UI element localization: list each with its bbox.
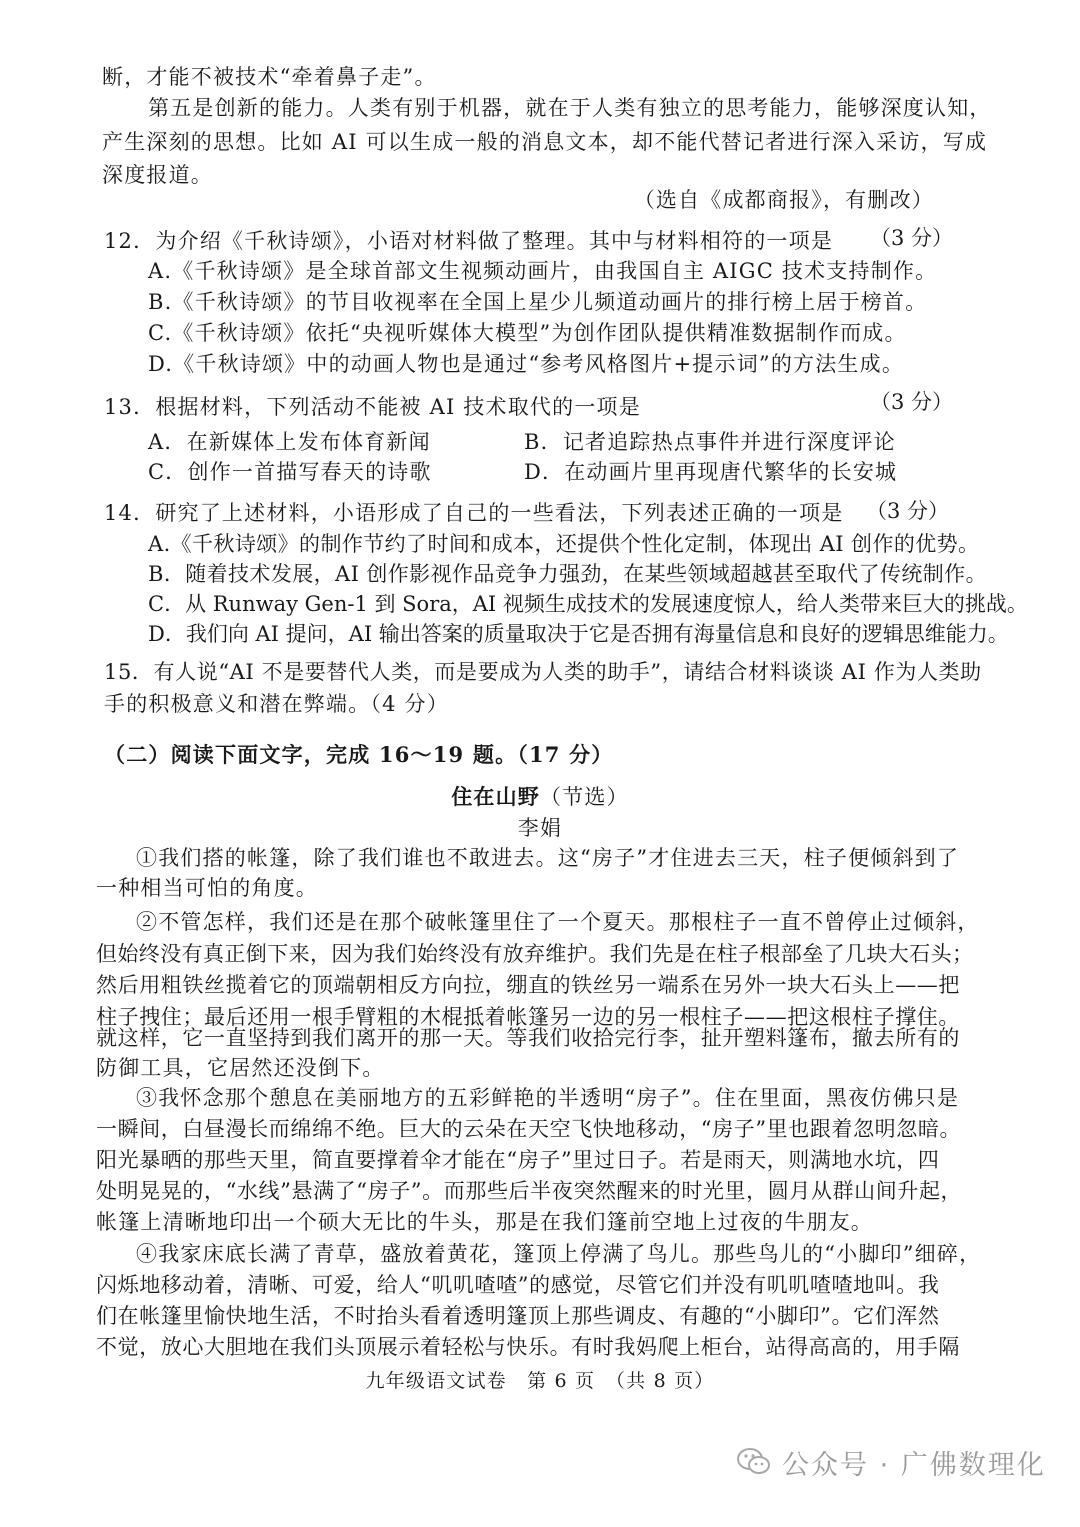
passage1-para5-line: 第五是创新的能力。人类有别于机器，就在于人类有独立的思考能力，能够深度认知， bbox=[148, 96, 992, 120]
passage2-line: 然后用粗铁丝揽着它的顶端朝相反方向拉，绷直的铁丝另一端系在另外一块大石头上——把 bbox=[96, 973, 960, 997]
passage2-line: ①我们搭的帐篷，除了我们谁也不敢进去。这“房子”才住进去三天，柱子便倾斜到了 bbox=[136, 846, 960, 870]
q12-option-a: A.《千秋诗颂》是全球首部文生视频动画片，由我国自主 AIGC 技术支持制作。 bbox=[148, 259, 938, 283]
q15-stem-line: 15．有人说“AI 不是要替代人类，而是要成为人类的助手”，请结合材料谈谈 AI 作为人类助 bbox=[104, 660, 982, 684]
passage1-line: 断，才能不被技术“牵着鼻子走”。 bbox=[102, 65, 437, 89]
q14-option-b: B．随着技术发展，AI 创作影视作品竞争力强劲，在某些领域超越甚至取代了传统制作。 bbox=[148, 562, 987, 586]
q14-score: （3 分） bbox=[866, 499, 950, 523]
article-title-text: 住在山野 bbox=[451, 784, 540, 809]
passage2-line: 阳光暴晒的那些天里，简直要撑着伞才能在“房子”里过日子。若是雨天，则满地水坑，四 bbox=[96, 1148, 940, 1172]
article-author: 李娟 bbox=[517, 816, 563, 840]
passage2-line: ②不管怎样，我们还是在那个破帐篷里住了一个夏天。那根柱子一直不曾停止过倾斜， bbox=[136, 910, 980, 934]
q14-option-a: A.《千秋诗颂》的制作节约了时间和成本，还提供个性化定制，体现出 AI 创作的优势。 bbox=[148, 532, 980, 556]
passage1-para5-line: 深度报道。 bbox=[102, 163, 213, 187]
passage2-line: 一种相当可怕的角度。 bbox=[96, 876, 318, 900]
passage2-line: 不觉，放心大胆地在我们头顶展示着轻松与快乐。有时我妈爬上柜台，站得高高的，用手隔 bbox=[96, 1335, 960, 1359]
passage2-line: 一瞬间，白昼漫长而绵绵不绝。巨大的云朵在天空飞快地移动，“房子”里也跟着忽明忽暗。 bbox=[96, 1117, 962, 1141]
q12-score: （3 分） bbox=[870, 226, 954, 250]
q12-stem: 12．为介绍《千秋诗颂》，小语对材料做了整理。其中与材料相符的一项是 bbox=[104, 229, 834, 253]
q12-option-b: B.《千秋诗颂》的节目收视率在全国上星少儿频道动画片的排行榜上居于榜首。 bbox=[148, 290, 928, 314]
q12-option-c: C.《千秋诗颂》依托“央视听媒体大模型”为创作团队提供精准数据制作而成。 bbox=[148, 321, 907, 345]
q12-option-d: D.《千秋诗颂》中的动画人物也是通过“参考风格图片+提示词”的方法生成。 bbox=[148, 352, 905, 376]
passage2-line: ④我家床底长满了青草，盛放着黄花，篷顶上停满了鸟儿。那些鸟儿的“小脚印”细碎， bbox=[136, 1242, 982, 1266]
q14-stem: 14．研究了上述材料，小语形成了自己的一些看法，下列表述正确的一项是 bbox=[104, 501, 844, 525]
q13-option-c: C．创作一首描写春天的诗歌 bbox=[148, 460, 432, 484]
watermark bbox=[736, 1442, 1046, 1482]
passage2-line: 但始终没有真正倒下来，因为我们始终没有放弃维护。我们先是在柱子根部垒了几块大石头； bbox=[96, 942, 974, 966]
q14-option-c: C．从 Runway Gen-1 到 Sora，AI 视频生成技术的发展速度惊人，给人类带来巨大的挑战。 bbox=[148, 592, 1028, 616]
q15-stem-line: 手的积极意义和潜在弊端。（4 分） bbox=[104, 692, 449, 716]
passage2-line: 闪烁地移动着，清晰、可爱，给人“叽叽喳喳”的感觉，尽管它们并没有叽叽喳喳地叫。我 bbox=[96, 1273, 940, 1297]
passage1-source: （选自《成都商报》，有删改） bbox=[633, 188, 934, 212]
section2-heading: （二）阅读下面文字，完成 16～19 题。（17 分） bbox=[104, 742, 614, 767]
watermark-text: 公众号 · 广佛数理化 bbox=[782, 1449, 1046, 1481]
passage2-line: 们在帐篷里愉快地生活，不时抬头看着透明篷顶上那些调皮、有趣的“小脚印”。它们浑然 bbox=[96, 1304, 940, 1328]
passage2-line: 柱子拽住；最后还用一根手臂粗的木棍抵着帐篷另一边的另一根柱子——把这根柱子撑住。 bbox=[96, 1005, 960, 1029]
q14-option-d: D．我们向 AI 提问，AI 输出答案的质量取决于它是否拥有海量信息和良好的逻辑思维能力。 bbox=[148, 622, 1009, 646]
wechat-icon bbox=[736, 1446, 772, 1478]
passage2-line: 防御工具，它居然还没倒下。 bbox=[96, 1056, 385, 1080]
page-footer: 九年级语文试卷 第 6 页 （共 8 页） bbox=[365, 1370, 715, 1392]
article-title-note: （节选） bbox=[540, 785, 629, 809]
q13-score: （3 分） bbox=[870, 390, 954, 414]
article-title bbox=[0, 782, 1080, 812]
q13-stem: 13．根据材料，下列活动不能被 AI 技术取代的一项是 bbox=[104, 395, 641, 419]
q13-option-a: A．在新媒体上发布体育新闻 bbox=[148, 430, 431, 454]
q13-option-d: D．在动画片里再现唐代繁华的长安城 bbox=[524, 460, 898, 484]
passage2-line: ③我怀念那个憩息在美丽地方的五彩鲜艳的半透明“房子”。住在里面，黑夜仿佛只是 bbox=[136, 1086, 960, 1110]
passage2-line: 就这样，它一直坚持到我们离开的那一天。等我们收拾完行李，扯开塑料篷布，撤去所有的 bbox=[96, 1026, 960, 1050]
passage2-line: 处明晃晃的，“水线”悬满了“房子”。而那些后半夜突然醒来的时光里，圆月从群山间升起， bbox=[96, 1179, 963, 1203]
passage1-para5-line: 产生深刻的思想。比如 AI 可以生成一般的消息文本，却不能代替记者进行深入采访，写成 bbox=[102, 130, 988, 154]
q13-option-b: B．记者追踪热点事件并进行深度评论 bbox=[524, 430, 896, 454]
passage2-line: 帐篷上清晰地印出一个硕大无比的牛头，那是在我们篷前空地上过夜的牛朋友。 bbox=[96, 1210, 873, 1234]
